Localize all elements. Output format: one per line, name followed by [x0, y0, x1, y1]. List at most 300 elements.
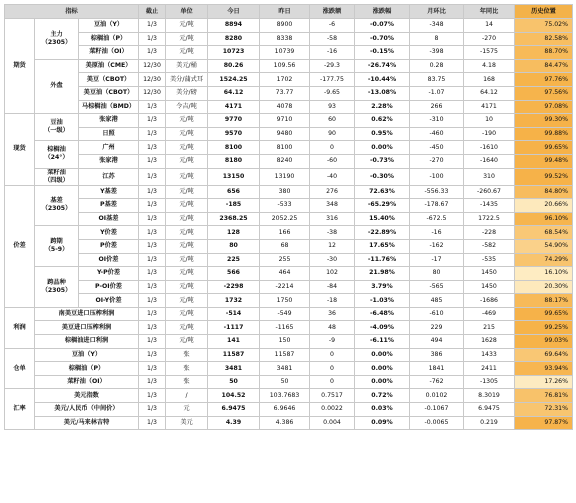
cell-today: 566 [208, 267, 260, 281]
cell-unit: 美元 [166, 416, 208, 430]
cell-yoy: -1610 [464, 141, 515, 155]
cell-today: 656 [208, 185, 260, 199]
table-row [5, 253, 573, 267]
cell-change-pct: -10.44% [355, 73, 410, 87]
subgroup-label: 跨期 （5-9） [35, 226, 79, 267]
cell-yoy: 64.12 [464, 86, 515, 100]
cell-today: 4.39 [208, 416, 260, 430]
table-row [5, 348, 573, 362]
cell-yesterday: 4.386 [260, 416, 310, 430]
table-row [5, 185, 573, 199]
category-label: 价差 [5, 185, 35, 307]
table-row [5, 46, 573, 60]
cell-change-pct: 0.00% [355, 362, 410, 376]
table-row [5, 267, 573, 281]
cell-unit: 美分/蒲式耳 [166, 73, 208, 87]
cell-today: 50 [208, 375, 260, 389]
indicator-name: 棕榈油进口利润 [35, 335, 139, 349]
table-row [5, 321, 573, 335]
cell-mom: -450 [410, 141, 464, 155]
cell-deadline: 1/3 [139, 294, 166, 308]
cell-mom: -178.67 [410, 199, 464, 213]
cell-change: 0 [310, 362, 355, 376]
table-row [5, 154, 573, 168]
indicator-name: 张家港 [79, 154, 139, 168]
cell-deadline: 1/3 [139, 280, 166, 294]
col-header-indicator: 指标 [5, 5, 139, 19]
table-row [5, 335, 573, 349]
cell-yesterday: -549 [260, 307, 310, 321]
cell-change-pct: -0.30% [355, 168, 410, 185]
cell-yesterday: 10739 [260, 46, 310, 60]
table-row [5, 294, 573, 308]
table-row [5, 226, 573, 240]
cell-today: 8894 [208, 19, 260, 33]
cell-deadline: 1/3 [139, 267, 166, 281]
cell-today: 4171 [208, 100, 260, 114]
cell-yesterday: 8338 [260, 32, 310, 46]
table-row [5, 307, 573, 321]
cell-historical-position: 76.81% [515, 389, 573, 403]
cell-deadline: 12/30 [139, 86, 166, 100]
cell-historical-position: 82.58% [515, 32, 573, 46]
cell-unit: 元/吨 [166, 226, 208, 240]
cell-yoy: 1450 [464, 280, 515, 294]
cell-unit: 元/吨 [166, 32, 208, 46]
cell-unit: / [166, 389, 208, 403]
cell-mom: 0.0102 [410, 389, 464, 403]
cell-deadline: 1/3 [139, 114, 166, 128]
cell-deadline: 1/3 [139, 321, 166, 335]
category-label: 汇率 [5, 389, 35, 430]
cell-change: 0 [310, 348, 355, 362]
cell-unit: 元/吨 [166, 267, 208, 281]
cell-unit: 元/吨 [166, 321, 208, 335]
cell-change-pct: 0.62% [355, 114, 410, 128]
cell-mom: -162 [410, 239, 464, 253]
cell-yoy: 1628 [464, 335, 515, 349]
cell-yesterday: 103.7683 [260, 389, 310, 403]
cell-mom: -100 [410, 168, 464, 185]
cell-change: -58 [310, 32, 355, 46]
col-header-yesterday: 昨日 [260, 5, 310, 19]
cell-change-pct: -6.48% [355, 307, 410, 321]
cell-historical-position: 99.25% [515, 321, 573, 335]
cell-unit: 令吉/吨 [166, 100, 208, 114]
indicator-name: P基差 [79, 199, 139, 213]
cell-mom: 83.75 [410, 73, 464, 87]
cell-today: 1732 [208, 294, 260, 308]
cell-change: -9.65 [310, 86, 355, 100]
cell-unit: 元/吨 [166, 168, 208, 185]
cell-yesterday: -2214 [260, 280, 310, 294]
cell-change-pct: -1.03% [355, 294, 410, 308]
cell-change-pct: 0.00% [355, 375, 410, 389]
cell-yoy: -1435 [464, 199, 515, 213]
cell-yesterday: 73.77 [260, 86, 310, 100]
table-row [5, 403, 573, 417]
cell-yesterday: 11587 [260, 348, 310, 362]
cell-historical-position: 97.76% [515, 73, 573, 87]
cell-change: -38 [310, 226, 355, 240]
cell-today: 225 [208, 253, 260, 267]
cell-today: 8180 [208, 154, 260, 168]
cell-deadline: 1/3 [139, 375, 166, 389]
cell-yoy: -469 [464, 307, 515, 321]
cell-deadline: 1/3 [139, 154, 166, 168]
table-row [5, 59, 573, 73]
indicator-name: 豆油（Y） [79, 19, 139, 33]
cell-today: 80.26 [208, 59, 260, 73]
cell-change-pct: -65.29% [355, 199, 410, 213]
cell-deadline: 1/3 [139, 100, 166, 114]
cell-mom: 8 [410, 32, 464, 46]
cell-today: 8100 [208, 141, 260, 155]
col-header-historical-position: 历史位置 [515, 5, 573, 19]
cell-mom: -17 [410, 253, 464, 267]
table-row [5, 19, 573, 33]
cell-unit: 美元/桶 [166, 59, 208, 73]
table-row [5, 199, 573, 213]
cell-yesterday: 255 [260, 253, 310, 267]
table-row [5, 212, 573, 226]
indicator-name: 美元/马来林吉特 [35, 416, 139, 430]
cell-historical-position: 97.56% [515, 86, 573, 100]
cell-unit: 张 [166, 375, 208, 389]
cell-today: 104.52 [208, 389, 260, 403]
table-row [5, 280, 573, 294]
cell-change-pct: -11.76% [355, 253, 410, 267]
cell-mom: 229 [410, 321, 464, 335]
cell-historical-position: 75.02% [515, 19, 573, 33]
cell-historical-position: 20.30% [515, 280, 573, 294]
cell-deadline: 1/3 [139, 19, 166, 33]
cell-change-pct: -0.73% [355, 154, 410, 168]
cell-today: 6.9475 [208, 403, 260, 417]
cell-today: 13150 [208, 168, 260, 185]
indicator-name: 美豆油（CBOT） [79, 86, 139, 100]
cell-change: 90 [310, 127, 355, 141]
cell-unit: 元/吨 [166, 307, 208, 321]
cell-historical-position: 99.03% [515, 335, 573, 349]
cell-change-pct: -0.15% [355, 46, 410, 60]
cell-deadline: 1/3 [139, 212, 166, 226]
cell-change: 0.0022 [310, 403, 355, 417]
cell-change: 276 [310, 185, 355, 199]
cell-mom: 0.28 [410, 59, 464, 73]
cell-today: 3481 [208, 362, 260, 376]
cell-change: -177.75 [310, 73, 355, 87]
cell-today: 10723 [208, 46, 260, 60]
cell-yoy: 1722.5 [464, 212, 515, 226]
subgroup-label: 棕榈油 （24°） [35, 141, 79, 168]
cell-historical-position: 68.54% [515, 226, 573, 240]
cell-today: 9770 [208, 114, 260, 128]
cell-today: -185 [208, 199, 260, 213]
cell-deadline: 1/3 [139, 348, 166, 362]
col-header-yoy: 年同比 [464, 5, 515, 19]
cell-today: 128 [208, 226, 260, 240]
cell-unit: 元/吨 [166, 199, 208, 213]
cell-today: -514 [208, 307, 260, 321]
cell-yesterday: -533 [260, 199, 310, 213]
cell-change: -6 [310, 19, 355, 33]
cell-unit: 元/吨 [166, 46, 208, 60]
cell-yoy: 2411 [464, 362, 515, 376]
cell-change: 348 [310, 199, 355, 213]
cell-yoy: -260.67 [464, 185, 515, 199]
cell-deadline: 1/3 [139, 403, 166, 417]
cell-change: 60 [310, 114, 355, 128]
cell-change-pct: -6.11% [355, 335, 410, 349]
category-label: 利润 [5, 307, 35, 348]
cell-change: 102 [310, 267, 355, 281]
cell-historical-position: 99.48% [515, 154, 573, 168]
cell-historical-position: 54.90% [515, 239, 573, 253]
cell-yesterday: 9710 [260, 114, 310, 128]
cell-yoy: 14 [464, 19, 515, 33]
cell-deadline: 1/3 [139, 416, 166, 430]
cell-historical-position: 84.80% [515, 185, 573, 199]
cell-change: 0.004 [310, 416, 355, 430]
cell-historical-position: 88.70% [515, 46, 573, 60]
indicator-name: 张家港 [79, 114, 139, 128]
cell-change-pct: 0.09% [355, 416, 410, 430]
cell-historical-position: 88.17% [515, 294, 573, 308]
cell-mom: -0.0065 [410, 416, 464, 430]
cell-change-pct: -26.74% [355, 59, 410, 73]
cell-change: 0 [310, 141, 355, 155]
cell-mom: -762 [410, 375, 464, 389]
cell-unit: 元/吨 [166, 19, 208, 33]
cell-deadline: 1/3 [139, 226, 166, 240]
cell-change: 12 [310, 239, 355, 253]
cell-unit: 元/吨 [166, 212, 208, 226]
cell-mom: -348 [410, 19, 464, 33]
cell-yoy: 215 [464, 321, 515, 335]
subgroup-label: 主力 （2305） [35, 19, 79, 60]
cell-yoy: -1686 [464, 294, 515, 308]
indicator-name: 棕榈油（P） [79, 32, 139, 46]
cell-deadline: 1/3 [139, 335, 166, 349]
cell-today: 1524.25 [208, 73, 260, 87]
indicator-name: 美原油（CME） [79, 59, 139, 73]
cell-yesterday: 1750 [260, 294, 310, 308]
cell-unit: 元 [166, 403, 208, 417]
cell-mom: -310 [410, 114, 464, 128]
cell-mom: -1.07 [410, 86, 464, 100]
cell-yoy: 1433 [464, 348, 515, 362]
cell-deadline: 1/3 [139, 199, 166, 213]
cell-deadline: 1/3 [139, 253, 166, 267]
table-row [5, 168, 573, 185]
category-label: 仓单 [5, 348, 35, 389]
indicator-name: 美元指数 [35, 389, 139, 403]
cell-yesterday: 8100 [260, 141, 310, 155]
table-body [5, 19, 573, 430]
cell-unit: 元/吨 [166, 114, 208, 128]
cell-unit: 元/吨 [166, 253, 208, 267]
indicator-name: 江苏 [79, 168, 139, 185]
cell-yesterday: 4078 [260, 100, 310, 114]
cell-yesterday: 1702 [260, 73, 310, 87]
cell-deadline: 1/3 [139, 32, 166, 46]
cell-change: 0.7517 [310, 389, 355, 403]
cell-yoy: -1305 [464, 375, 515, 389]
cell-yoy: -228 [464, 226, 515, 240]
indicator-name: 美豆进口压榨利润 [35, 321, 139, 335]
cell-historical-position: 99.65% [515, 307, 573, 321]
cell-historical-position: 99.52% [515, 168, 573, 185]
cell-yoy: 4.18 [464, 59, 515, 73]
cell-yoy: 8.3019 [464, 389, 515, 403]
cell-change: -60 [310, 154, 355, 168]
cell-change: 36 [310, 307, 355, 321]
cell-mom: 485 [410, 294, 464, 308]
table-row [5, 32, 573, 46]
indicator-name: 美元/人民币（中间价） [35, 403, 139, 417]
cell-mom: -565 [410, 280, 464, 294]
cell-unit: 元/吨 [166, 335, 208, 349]
indicator-name: Y-P价差 [79, 267, 139, 281]
cell-yoy: -270 [464, 32, 515, 46]
cell-yesterday: 2052.25 [260, 212, 310, 226]
cell-yesterday: 166 [260, 226, 310, 240]
cell-historical-position: 72.31% [515, 403, 573, 417]
cell-yesterday: 380 [260, 185, 310, 199]
cell-mom: 494 [410, 335, 464, 349]
cell-today: 64.12 [208, 86, 260, 100]
cell-mom: -270 [410, 154, 464, 168]
cell-change: -84 [310, 280, 355, 294]
cell-deadline: 1/3 [139, 168, 166, 185]
cell-change-pct: -0.07% [355, 19, 410, 33]
subgroup-label: 跨品种 （2305） [35, 267, 79, 308]
cell-historical-position: 74.29% [515, 253, 573, 267]
cell-mom: 386 [410, 348, 464, 362]
col-header-change: 涨跌额 [310, 5, 355, 19]
cell-mom: 80 [410, 267, 464, 281]
cell-change: -16 [310, 46, 355, 60]
indicator-name: 南美豆进口压榨利润 [35, 307, 139, 321]
cell-change: 48 [310, 321, 355, 335]
cell-change-pct: 21.98% [355, 267, 410, 281]
cell-mom: -0.1067 [410, 403, 464, 417]
cell-deadline: 1/3 [139, 185, 166, 199]
cell-yesterday: 150 [260, 335, 310, 349]
cell-yoy: 0.219 [464, 416, 515, 430]
cell-yesterday: 9480 [260, 127, 310, 141]
cell-change-pct: 17.65% [355, 239, 410, 253]
subgroup-label: 豆油 （一级） [35, 114, 79, 141]
cell-mom: 266 [410, 100, 464, 114]
cell-yoy: -582 [464, 239, 515, 253]
cell-change-pct: 0.00% [355, 348, 410, 362]
cell-deadline: 12/30 [139, 73, 166, 87]
cell-historical-position: 97.87% [515, 416, 573, 430]
table-row [5, 362, 573, 376]
cell-historical-position: 99.65% [515, 141, 573, 155]
indicator-name: 菜籽油（OI） [79, 46, 139, 60]
cell-yoy: 168 [464, 73, 515, 87]
cell-unit: 元/吨 [166, 141, 208, 155]
cell-today: 2368.25 [208, 212, 260, 226]
cell-unit: 张 [166, 362, 208, 376]
cell-deadline: 1/3 [139, 307, 166, 321]
data-table-container [4, 4, 572, 430]
indicator-name: P价差 [79, 239, 139, 253]
cell-historical-position: 16.10% [515, 267, 573, 281]
cell-change: 316 [310, 212, 355, 226]
indicator-name: OI基差 [79, 212, 139, 226]
indicator-name: 广州 [79, 141, 139, 155]
cell-deadline: 1/3 [139, 239, 166, 253]
cell-unit: 元/吨 [166, 127, 208, 141]
table-row [5, 239, 573, 253]
cell-deadline: 1/3 [139, 46, 166, 60]
cell-mom: -610 [410, 307, 464, 321]
indicator-name: 美豆（CBOT） [79, 73, 139, 87]
table-row [5, 141, 573, 155]
cell-mom: -556.33 [410, 185, 464, 199]
data-table [4, 4, 573, 430]
cell-change-pct: 3.79% [355, 280, 410, 294]
cell-yoy: 4171 [464, 100, 515, 114]
cell-historical-position: 93.94% [515, 362, 573, 376]
cell-mom: -398 [410, 46, 464, 60]
cell-change-pct: -22.89% [355, 226, 410, 240]
cell-change-pct: 0.72% [355, 389, 410, 403]
cell-today: 11587 [208, 348, 260, 362]
cell-yoy: -1575 [464, 46, 515, 60]
cell-unit: 美分/磅 [166, 86, 208, 100]
cell-deadline: 1/3 [139, 141, 166, 155]
cell-mom: -460 [410, 127, 464, 141]
cell-deadline: 1/3 [139, 389, 166, 403]
cell-change-pct: 2.28% [355, 100, 410, 114]
cell-yoy: -535 [464, 253, 515, 267]
indicator-name: OI-Y价差 [79, 294, 139, 308]
cell-historical-position: 99.30% [515, 114, 573, 128]
cell-yoy: 1450 [464, 267, 515, 281]
cell-yoy: -1640 [464, 154, 515, 168]
cell-yesterday: 13190 [260, 168, 310, 185]
cell-change-pct: -13.08% [355, 86, 410, 100]
cell-change: 0 [310, 375, 355, 389]
indicator-name: 日照 [79, 127, 139, 141]
cell-historical-position: 17.26% [515, 375, 573, 389]
cell-change-pct: -4.09% [355, 321, 410, 335]
cell-unit: 张 [166, 348, 208, 362]
cell-today: 9570 [208, 127, 260, 141]
cell-yesterday: -1165 [260, 321, 310, 335]
cell-unit: 元/吨 [166, 294, 208, 308]
subgroup-label: 外盘 [35, 59, 79, 113]
cell-mom: 1841 [410, 362, 464, 376]
cell-unit: 元/吨 [166, 185, 208, 199]
cell-yoy: 6.9475 [464, 403, 515, 417]
cell-yoy: 310 [464, 168, 515, 185]
category-label: 现货 [5, 114, 35, 185]
cell-change: 93 [310, 100, 355, 114]
table-row [5, 114, 573, 128]
header-row [5, 5, 573, 19]
cell-deadline: 12/30 [139, 59, 166, 73]
cell-deadline: 1/3 [139, 127, 166, 141]
cell-change-pct: 0.00% [355, 141, 410, 155]
cell-change: -9 [310, 335, 355, 349]
cell-historical-position: 96.10% [515, 212, 573, 226]
